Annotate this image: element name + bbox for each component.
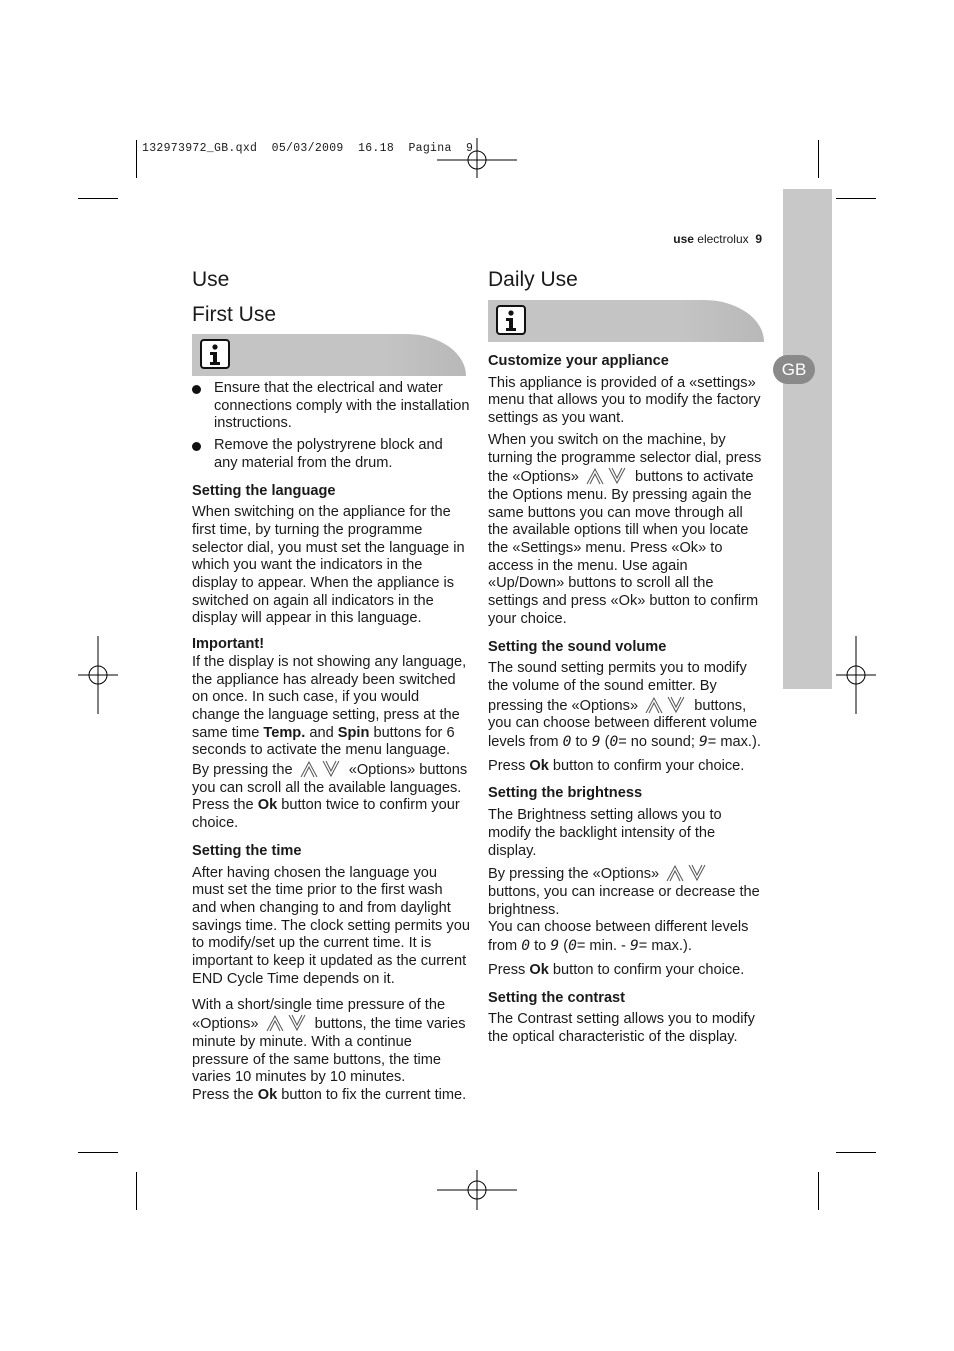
heading-setting-time: Setting the time xyxy=(192,842,302,859)
paragraph-sound-confirm: Press Ok button to confirm your choice. xyxy=(488,757,745,774)
language-tab-label: GB xyxy=(773,355,815,384)
info-icon xyxy=(200,339,230,369)
up-down-arrows-icon xyxy=(265,1014,309,1032)
info-icon xyxy=(496,305,526,335)
first-use-bullets xyxy=(192,380,470,473)
paragraph-brightness-1: The Brightness setting allows you to modify the backlight intensity of the display. xyxy=(488,807,722,859)
up-down-arrows-icon xyxy=(299,760,343,778)
language-tab-strip xyxy=(783,189,832,689)
crop-mark xyxy=(836,198,876,199)
paragraph-brightness-2: By pressing the «Options» buttons, you can increase or decrease the brightness. You can choose between different levels from 0 to 9 (0= min. - 9= max.). xyxy=(488,866,760,955)
paragraph-customize-1: This appliance is provided of a «settings» menu that allows you to modify the factory settings as you want. xyxy=(488,374,761,427)
paragraph-brightness-confirm: Press Ok button to confirm your choice. xyxy=(488,961,745,978)
heading-brightness: Setting the brightness xyxy=(488,785,643,802)
paragraph-contrast: The Contrast setting allows you to modify the optical characteristic of the display. xyxy=(488,1011,755,1045)
crop-mark xyxy=(136,140,137,178)
title-use: Use xyxy=(192,268,230,291)
up-down-arrows-icon xyxy=(585,467,629,485)
right-column xyxy=(488,343,764,1051)
paragraph-language: When switching on the appliance for the first time, by turning the programme selector dial, you must set the language in which you want the indicators in the display to appear. When the appliance is switched on again all indicators in the display will appear in this language. xyxy=(192,504,465,627)
registration-mark-right xyxy=(836,636,876,714)
paragraph-customize-2: When you switch on the machine, by turning the programme selector dial, press the «Options» buttons to activate the Options menu. By pressing again the same buttons you can move through all the available options till when you locate the «Settings» menu. Press «Ok» to access in the menu. Use again «Up/Down» buttons to scroll all the settings and press «Ok» button to confirm your choice. xyxy=(488,431,762,627)
heading-contrast: Setting the contrast xyxy=(488,989,626,1006)
bullet-icon xyxy=(192,442,201,451)
running-header-brand: electrolux xyxy=(697,232,749,246)
running-header xyxy=(673,232,762,246)
running-header-section: use xyxy=(673,232,694,246)
list-item: Ensure that the electrical and water connections comply with the installation instructions. xyxy=(192,380,470,433)
up-down-arrows-icon xyxy=(644,696,688,714)
info-band-first-use xyxy=(192,334,466,376)
up-down-arrows-icon xyxy=(665,864,709,882)
crop-mark xyxy=(78,1152,118,1153)
heading-customize: Customize your appliance xyxy=(488,353,669,369)
paragraph-important: Important! If the display is not showing any language, the appliance has already been switched on once. In such case, if you would change the language setting, press at the same time Temp. and Spin buttons for 6 seconds to activate the menu language. By pressing the «Options» buttons you can scroll all the available languages. Press the Ok button twice to confirm your choice. xyxy=(192,636,468,832)
bullet-icon xyxy=(192,385,201,394)
paragraph-time: After having chosen the language you must set the time prior to the first wash and when changing to and from daylight savings time. The clock setting permits you to modify/set up the current time. It is important to keep it updated as the current END Cycle Time depends on it. xyxy=(192,864,470,987)
title-first-use: First Use xyxy=(192,303,276,326)
heading-sound-volume: Setting the sound volume xyxy=(488,638,667,655)
heading-setting-language: Setting the language xyxy=(192,482,336,499)
title-daily-use: Daily Use xyxy=(488,268,578,291)
print-slug: 132973972_GB.qxd 05/03/2009 16.18 Pagina 9 xyxy=(142,142,474,155)
crop-mark xyxy=(818,1172,819,1210)
paragraph-sound: The sound setting permits you to modify the volume of the sound emitter. By pressing the «Options» buttons, you can choose between different volume levels from 0 to 9 (0= no sound; 9= max.). xyxy=(488,660,761,751)
registration-mark-left xyxy=(78,636,118,714)
info-band-daily-use xyxy=(488,300,764,342)
paragraph-time-options: With a short/single time pressure of the «Options» buttons, the time varies minute by minute. With a continue pressure of the same buttons, the time varies 10 minutes by 10 minutes. Press the Ok button to fix the current time. xyxy=(192,996,467,1104)
crop-mark xyxy=(136,1172,137,1210)
crop-mark xyxy=(78,198,118,199)
crop-mark xyxy=(818,140,819,178)
important-label: Important! xyxy=(192,636,265,653)
left-column xyxy=(192,380,470,1109)
page-number: 9 xyxy=(755,232,762,246)
crop-mark xyxy=(836,1152,876,1153)
registration-mark-bottom xyxy=(437,1170,517,1210)
list-item: Remove the polystryrene block and any material from the drum. xyxy=(192,437,470,472)
